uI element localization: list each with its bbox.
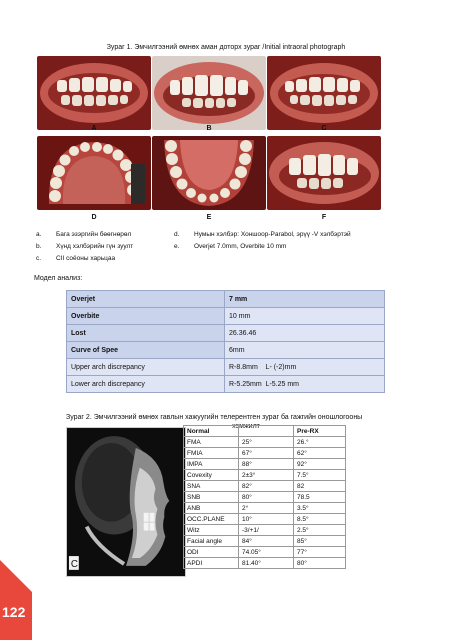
photo-label-b: B: [206, 125, 212, 132]
cephalometric-table: [183, 425, 346, 569]
list-item: [36, 229, 133, 241]
list-text: Хүнд хэлбэрийн гүн зуулт: [56, 243, 134, 250]
xray-mark: C: [70, 558, 79, 570]
intraoral-photo-f: [267, 136, 381, 210]
table-row: [184, 437, 346, 448]
list-marker: d.: [174, 231, 180, 238]
intraoral-photo-c: [267, 56, 381, 130]
table-row: [184, 481, 346, 492]
table-row: [67, 359, 385, 376]
table-cell-value: R-8.8mm L- (-2)mm: [225, 359, 385, 376]
measure-name: SNB: [184, 492, 239, 503]
list-text: CII соёоны харьцаа: [56, 255, 116, 262]
list-item: [36, 241, 133, 253]
table-cell-label: Overbite: [67, 308, 225, 325]
photo-label-a: A: [91, 125, 97, 132]
measure-normal: 10°: [239, 514, 294, 525]
list-text: Overjet 7.0mm, Overbite 10 mm: [194, 243, 287, 250]
findings-left-list: [36, 229, 133, 265]
measure-name: SNA: [184, 481, 239, 492]
measure-pre: 62°: [294, 448, 346, 459]
measure-pre: 85°: [294, 536, 346, 547]
list-text: Бага эзэргийн бөөгнөрөл: [56, 231, 132, 238]
measure-pre: 8.5°: [294, 514, 346, 525]
measure-name: FMIA: [184, 448, 239, 459]
measure-pre: 2.5°: [294, 525, 346, 536]
header-normal: Normal: [184, 426, 239, 437]
measure-name: Facial angle: [184, 536, 239, 547]
photo-label-f: F: [321, 214, 327, 221]
list-item: [36, 253, 133, 265]
measure-normal: 2±3°: [239, 470, 294, 481]
list-item: [174, 241, 351, 253]
list-marker: c.: [36, 255, 42, 262]
table-row: [67, 342, 385, 359]
measure-normal: -3/+1/: [239, 525, 294, 536]
header-blank: [239, 426, 294, 437]
measure-normal: 80°: [239, 492, 294, 503]
measure-pre: 82: [294, 481, 346, 492]
measure-pre: 26.°: [294, 437, 346, 448]
measure-pre: 77°: [294, 547, 346, 558]
photo-label-c: C: [321, 125, 327, 132]
page-corner-decoration: [0, 560, 32, 640]
measure-name: IMPA: [184, 459, 239, 470]
table-row: [67, 308, 385, 325]
measure-pre: 3.5°: [294, 503, 346, 514]
table-header-row: [184, 426, 346, 437]
figure2-caption-line1: Зураг 2. Эмчилгээний өмнөх гавлын хажуугийн телерентген зураг ба гажгийн оношлогооны: [66, 414, 363, 421]
header-pre-rx: Pre-RX: [294, 426, 346, 437]
table-row: [184, 459, 346, 470]
table-cell-value: 6mm: [225, 342, 385, 359]
measure-normal: 82°: [239, 481, 294, 492]
intraoral-photo-lower-occlusal-icon: [152, 136, 266, 210]
measure-name: OCC.PLANE: [184, 514, 239, 525]
list-marker: a.: [36, 231, 42, 238]
table-row: [184, 536, 346, 547]
intraoral-photo-frontal-icon: [152, 56, 266, 130]
measure-name: ANB: [184, 503, 239, 514]
measure-normal: 74.05°: [239, 547, 294, 558]
measure-normal: 81.40°: [239, 558, 294, 569]
table-row: [184, 448, 346, 459]
measure-pre: 80°: [294, 558, 346, 569]
table-row: [67, 325, 385, 342]
intraoral-photo-left-lateral-icon: [267, 56, 381, 130]
intraoral-photo-right-lateral-icon: [37, 56, 151, 130]
table-cell-value: 7 mm: [225, 291, 385, 308]
page-number: 122: [2, 604, 26, 620]
list-marker: e.: [174, 243, 180, 250]
model-analysis-title: Модел анализ:: [34, 275, 83, 282]
cephalometric-xray-icon: [67, 428, 185, 576]
corner-triangle-icon: [0, 560, 32, 640]
measure-name: Covexity: [184, 470, 239, 481]
table-row: [184, 558, 346, 569]
table-cell-label: Curve of Spee: [67, 342, 225, 359]
table-cell-label: Overjet: [67, 291, 225, 308]
table-cell-label: Lost: [67, 325, 225, 342]
table-cell-value: 10 mm: [225, 308, 385, 325]
measure-name: APDI: [184, 558, 239, 569]
photo-label-e: E: [206, 214, 212, 221]
measure-normal: 2°: [239, 503, 294, 514]
table-row: [67, 376, 385, 393]
table-row: [67, 291, 385, 308]
figure2-caption-line2: хэмжилт: [232, 423, 260, 430]
intraoral-photo-a: [37, 56, 151, 130]
cephalometric-xray: [66, 427, 186, 577]
measure-normal: 88°: [239, 459, 294, 470]
intraoral-photo-d: [37, 136, 151, 210]
table-cell-value: R-5.25mm L-5.25 mm: [225, 376, 385, 393]
photo-label-d: D: [91, 214, 97, 221]
table-cell-label: Upper arch discrepancy: [67, 359, 225, 376]
measure-pre: 7.5°: [294, 470, 346, 481]
findings-right-list: [174, 229, 351, 253]
table-row: [184, 514, 346, 525]
measure-normal: 67°: [239, 448, 294, 459]
measure-pre: 92°: [294, 459, 346, 470]
measure-pre: 78.5: [294, 492, 346, 503]
list-text: Нумын хэлбэр: Хоншоор-Parabol, эрүү -V хэлбэртэй: [194, 231, 351, 238]
intraoral-photo-upper-occlusal-icon: [37, 136, 151, 210]
list-marker: b.: [36, 243, 42, 250]
table-row: [184, 503, 346, 514]
figure1-caption: Зураг 1. Эмчилгээний өмнөх аман доторх зураг /Initial intraoral photograph: [106, 44, 346, 51]
measure-normal: 25°: [239, 437, 294, 448]
table-cell-label: Lower arch discrepancy: [67, 376, 225, 393]
table-cell-value: 26.36.46: [225, 325, 385, 342]
measure-normal: 84°: [239, 536, 294, 547]
table-row: [184, 470, 346, 481]
table-row: [184, 547, 346, 558]
table-row: [184, 525, 346, 536]
list-item: [174, 229, 351, 241]
intraoral-photo-profile-icon: [267, 136, 381, 210]
model-analysis-table: [66, 290, 385, 393]
measure-name: FMA: [184, 437, 239, 448]
table-row: [184, 492, 346, 503]
measure-name: Witz: [184, 525, 239, 536]
intraoral-photo-e: [152, 136, 266, 210]
intraoral-photo-b: [152, 56, 266, 130]
measure-name: ODI: [184, 547, 239, 558]
